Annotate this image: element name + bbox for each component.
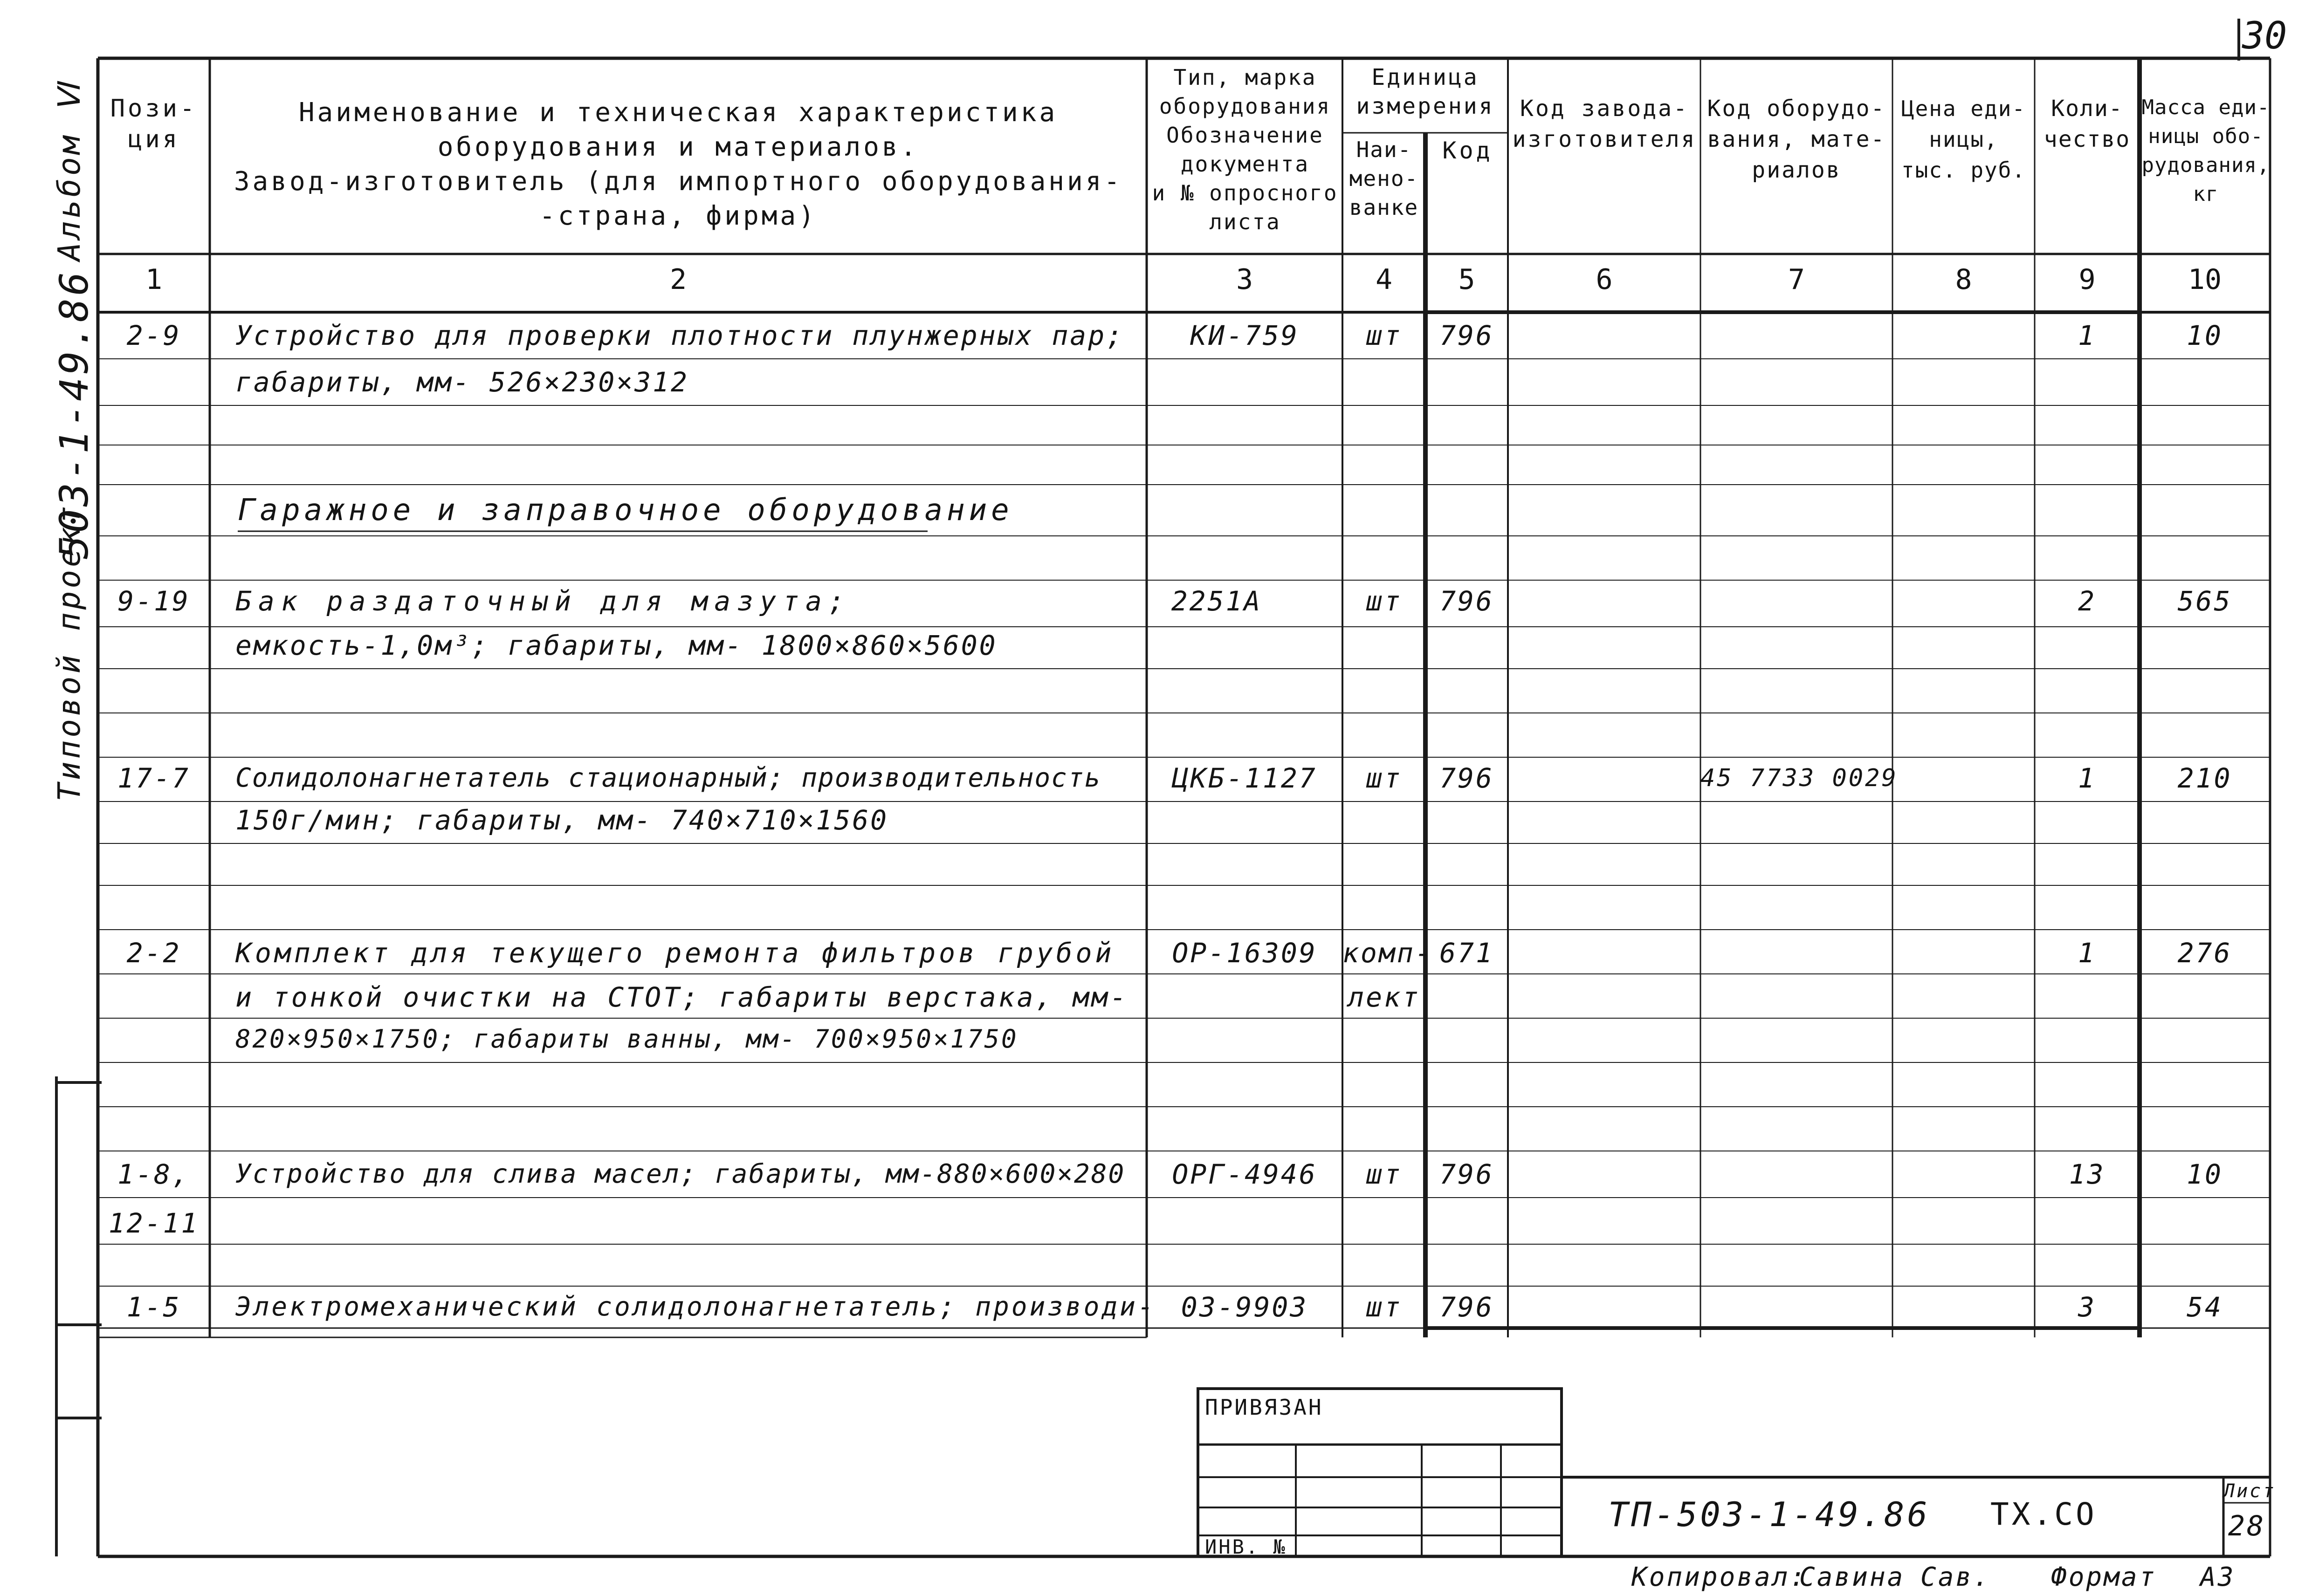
row-mass: 210: [2177, 762, 2232, 794]
row-position: 1-5: [126, 1291, 181, 1323]
row-qty: 3: [2078, 1291, 2096, 1323]
copied-by: Савина: [1799, 1562, 1905, 1592]
row-code: 796: [1439, 1291, 1494, 1323]
row-type: ОРГ-4946: [1172, 1158, 1317, 1190]
row-code: 796: [1439, 320, 1494, 351]
copied-label: Копировал:: [1631, 1562, 1808, 1592]
header-price: Цена еди- ницы, тыс. руб.: [1901, 96, 2026, 183]
row-code: 796: [1439, 762, 1494, 794]
col-number: 10: [2188, 263, 2222, 296]
sheet-label: Лист: [2223, 1480, 2276, 1502]
row-name: Электромеханический солидолонагнетатель; производи-: [235, 1292, 1156, 1322]
row-name: емкость-1,0м³; габариты, мм- 1800×860×5600: [235, 630, 998, 661]
row-position: 17-7: [117, 762, 190, 794]
row-name: и тонкой очистки на СТОТ; габариты верстака, мм-: [235, 981, 1129, 1013]
row-position: 12-11: [108, 1207, 200, 1239]
row-qty: 1: [2078, 320, 2096, 351]
col-number: 8: [1955, 263, 1972, 296]
row-qty: 1: [2078, 762, 2096, 794]
row-name: 820×950×1750; габариты ванны, мм- 700×950×1750: [235, 1024, 1018, 1054]
col-number: 5: [1458, 263, 1475, 296]
col-number: 9: [2078, 263, 2096, 296]
row-name: габариты, мм- 526×230×312: [235, 366, 689, 398]
row-code: 796: [1439, 1158, 1494, 1190]
row-unit: лект: [1348, 981, 1420, 1013]
corner-sheet-number: 30: [2242, 14, 2287, 57]
header-mass: Масса еди- ницы обо- рудования, кг: [2141, 96, 2270, 206]
row-type: ЦКБ-1127: [1172, 762, 1317, 794]
row-name: Бак раздаточный для мазута;: [235, 585, 851, 617]
section-title: Гаражное и заправочное оборудование: [238, 493, 1013, 527]
format-value: А3: [2200, 1562, 2236, 1592]
header-quantity: Коли- чество: [2044, 96, 2131, 152]
stamp-attached-label: ПРИВЯЗАН: [1205, 1395, 1323, 1420]
stamp-inv-label: ИНВ. №: [1205, 1535, 1287, 1558]
copied-sign: Сав.: [1920, 1562, 1991, 1592]
row-name: Солидолонагнетатель стационарный; производительность: [235, 763, 1101, 793]
row-qty: 1: [2078, 937, 2096, 969]
row-position: 1-8,: [117, 1158, 190, 1190]
row-qty: 2: [2078, 585, 2096, 617]
row-mass: 54: [2187, 1291, 2223, 1323]
row-type: 03-9903: [1181, 1291, 1308, 1323]
row-name: Комплект для текущего ремонта фильтров грубой: [235, 937, 1115, 969]
col-number: 7: [1788, 263, 1805, 296]
col-number: 2: [669, 263, 687, 296]
header-unit-code: Код: [1442, 137, 1493, 164]
row-unit: шт: [1366, 1291, 1402, 1323]
row-position: 9-19: [117, 585, 190, 617]
row-unit: шт: [1366, 1158, 1402, 1190]
sheet-number: 28: [2228, 1510, 2266, 1542]
format-label: Формат: [2051, 1562, 2157, 1592]
row-equip-code: 45 7733 0029: [1700, 764, 1898, 792]
col-number: 4: [1375, 263, 1393, 296]
col-number: 1: [145, 263, 163, 296]
row-type: 2251А: [1171, 585, 1262, 617]
doc-code: ТП-503-1-49.86: [1608, 1495, 1930, 1534]
header-equip-code: Код оборудо- вания, мате- риалов: [1707, 96, 1886, 183]
doc-mark: ТХ.СО: [1990, 1496, 2097, 1532]
row-unit: шт: [1366, 762, 1402, 794]
row-mass: 10: [2187, 1158, 2223, 1190]
col-number: 3: [1236, 263, 1253, 296]
header-unit-name: Наи- мено- ванке: [1349, 137, 1419, 220]
side-label-project-type: Типовой проект: [51, 503, 87, 801]
row-name: Устройство для проверки плотности плунжерных пар;: [235, 320, 1125, 351]
header-name: Наименование и техническая характеристика оборудования и материалов. Завод-изготовитель (для импортного оборудования- -страна, фирма): [234, 97, 1123, 231]
row-qty: 13: [2069, 1158, 2106, 1190]
header-type: Тип, марка оборудования Обозначение документа и № опросного листа: [1152, 65, 1338, 234]
row-type: ОР-16309: [1172, 937, 1317, 969]
row-name: 150г/мин; габариты, мм- 740×710×1560: [235, 804, 889, 836]
header-position: Пози- ция: [110, 95, 198, 153]
row-mass: 565: [2177, 585, 2232, 617]
row-type: КИ-759: [1190, 320, 1299, 351]
row-name: Устройство для слива масел; габариты, мм-880×600×280: [235, 1159, 1126, 1189]
row-mass: 10: [2187, 320, 2223, 351]
side-label-project-number: 503-1-49.86: [51, 269, 97, 559]
row-unit: комп-: [1342, 937, 1433, 969]
col-number: 6: [1596, 263, 1613, 296]
row-position: 2-2: [126, 937, 181, 969]
row-unit: шт: [1366, 320, 1402, 351]
row-unit: шт: [1366, 585, 1402, 617]
side-label-album: Альбом Ⅵ: [51, 80, 87, 261]
header-unit-group: Единица измерения: [1356, 64, 1494, 119]
header-factory-code: Код завода- изготовителя: [1512, 96, 1697, 152]
row-position: 2-9: [126, 320, 181, 351]
row-code: 796: [1439, 585, 1494, 617]
row-code: 671: [1439, 937, 1494, 969]
row-mass: 276: [2177, 937, 2232, 969]
